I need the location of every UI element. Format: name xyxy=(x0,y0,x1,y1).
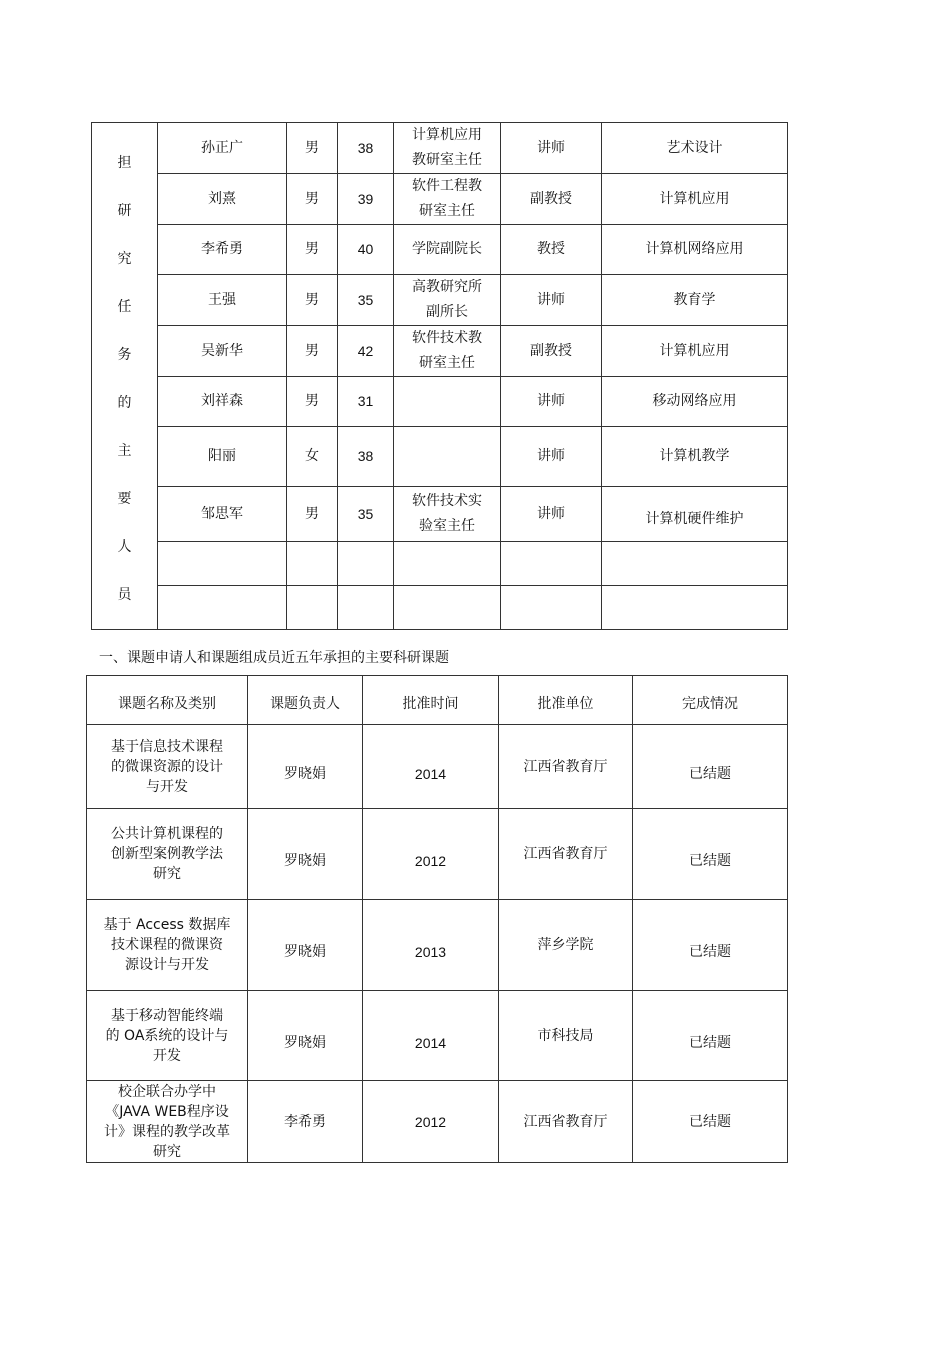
table-row xyxy=(92,487,788,542)
project-status: 已结题 xyxy=(633,1081,788,1163)
project-name: 公共计算机课程的 创新型案例教学法 研究 xyxy=(87,809,248,900)
member-gender: 男 xyxy=(287,487,338,542)
project-year: 2014 xyxy=(363,991,499,1081)
table-row xyxy=(92,123,788,174)
member-position: 软件技术教 研室主任 xyxy=(394,326,501,377)
table-row xyxy=(92,174,788,225)
table-row-empty xyxy=(92,542,788,586)
member-position xyxy=(394,377,501,427)
member-age: 42 xyxy=(338,326,394,377)
member-position: 高教研究所 副所长 xyxy=(394,275,501,326)
member-field: 计算机硬件维护 xyxy=(602,487,788,542)
project-year: 2012 xyxy=(363,809,499,900)
research-projects-table xyxy=(86,675,788,1163)
project-status: 已结题 xyxy=(633,725,788,809)
table-row xyxy=(92,326,788,377)
table-row xyxy=(92,225,788,275)
member-title: 副教授 xyxy=(501,326,602,377)
member-position: 软件技术实 验室主任 xyxy=(394,487,501,542)
project-name: 校企联合办学中 《JAVA WEB程序设 计》课程的教学改革 研究 xyxy=(87,1081,248,1163)
project-name: 基于信息技术课程 的微课资源的设计 与开发 xyxy=(87,725,248,809)
member-title: 副教授 xyxy=(501,174,602,225)
project-leader: 罗晓娟 xyxy=(248,991,363,1081)
member-gender: 男 xyxy=(287,275,338,326)
member-field: 移动网络应用 xyxy=(602,377,788,427)
column-header: 批准单位 xyxy=(499,676,633,725)
member-field: 艺术设计 xyxy=(602,123,788,174)
column-header: 课题名称及类别 xyxy=(87,676,248,725)
project-leader: 罗晓娟 xyxy=(248,900,363,991)
member-title: 教授 xyxy=(501,225,602,275)
member-name: 刘熹 xyxy=(158,174,287,225)
member-field: 计算机应用 xyxy=(602,326,788,377)
project-unit: 江西省教育厅 xyxy=(499,725,633,809)
column-header: 完成情况 xyxy=(633,676,788,725)
member-gender: 男 xyxy=(287,123,338,174)
member-position: 软件工程教 研室主任 xyxy=(394,174,501,225)
member-age: 38 xyxy=(338,427,394,487)
project-unit: 萍乡学院 xyxy=(499,900,633,991)
section-heading: 一、课题申请人和课题组成员近五年承担的主要科研课题 xyxy=(99,650,449,666)
project-status: 已结题 xyxy=(633,991,788,1081)
member-title: 讲师 xyxy=(501,123,602,174)
member-name: 阳丽 xyxy=(158,427,287,487)
project-unit: 江西省教育厅 xyxy=(499,809,633,900)
project-year: 2013 xyxy=(363,900,499,991)
member-field: 计算机教学 xyxy=(602,427,788,487)
member-name: 吴新华 xyxy=(158,326,287,377)
member-title: 讲师 xyxy=(501,487,602,542)
table-row xyxy=(92,377,788,427)
research-members-table xyxy=(91,122,788,630)
member-gender: 男 xyxy=(287,225,338,275)
table-header-row xyxy=(87,676,788,725)
member-gender: 男 xyxy=(287,174,338,225)
column-header: 批准时间 xyxy=(363,676,499,725)
project-status: 已结题 xyxy=(633,900,788,991)
member-field: 计算机网络应用 xyxy=(602,225,788,275)
member-title: 讲师 xyxy=(501,377,602,427)
project-unit: 江西省教育厅 xyxy=(499,1081,633,1163)
member-gender: 女 xyxy=(287,427,338,487)
member-age: 39 xyxy=(338,174,394,225)
member-age: 35 xyxy=(338,275,394,326)
project-name: 基于移动智能终端 的 OA系统的设计与 开发 xyxy=(87,991,248,1081)
project-unit: 市科技局 xyxy=(499,991,633,1081)
table-row xyxy=(92,427,788,487)
member-position xyxy=(394,427,501,487)
member-name: 李希勇 xyxy=(158,225,287,275)
table-row-empty xyxy=(92,586,788,630)
project-leader: 李希勇 xyxy=(248,1081,363,1163)
member-age: 31 xyxy=(338,377,394,427)
member-title: 讲师 xyxy=(501,427,602,487)
member-name: 孙正广 xyxy=(158,123,287,174)
project-status: 已结题 xyxy=(633,809,788,900)
member-title: 讲师 xyxy=(501,275,602,326)
member-gender: 男 xyxy=(287,377,338,427)
table-row xyxy=(87,991,788,1081)
project-leader: 罗晓娟 xyxy=(248,809,363,900)
member-field: 计算机应用 xyxy=(602,174,788,225)
project-year: 2012 xyxy=(363,1081,499,1163)
table-row xyxy=(87,725,788,809)
member-position: 计算机应用 教研室主任 xyxy=(394,123,501,174)
table-row xyxy=(87,1081,788,1163)
member-age: 35 xyxy=(338,487,394,542)
member-age: 38 xyxy=(338,123,394,174)
project-leader: 罗晓娟 xyxy=(248,725,363,809)
member-gender: 男 xyxy=(287,326,338,377)
member-field: 教育学 xyxy=(602,275,788,326)
side-label: 担 研 究 任 务 的 主 要 人 员 xyxy=(92,123,158,630)
project-year: 2014 xyxy=(363,725,499,809)
column-header: 课题负责人 xyxy=(248,676,363,725)
member-position: 学院副院长 xyxy=(394,225,501,275)
member-name: 王强 xyxy=(158,275,287,326)
table-row xyxy=(87,900,788,991)
project-name: 基于 Access 数据库 技术课程的微课资 源设计与开发 xyxy=(87,900,248,991)
member-name: 刘祥森 xyxy=(158,377,287,427)
table-row xyxy=(87,809,788,900)
member-age: 40 xyxy=(338,225,394,275)
member-name: 邹思军 xyxy=(158,487,287,542)
table-row xyxy=(92,275,788,326)
